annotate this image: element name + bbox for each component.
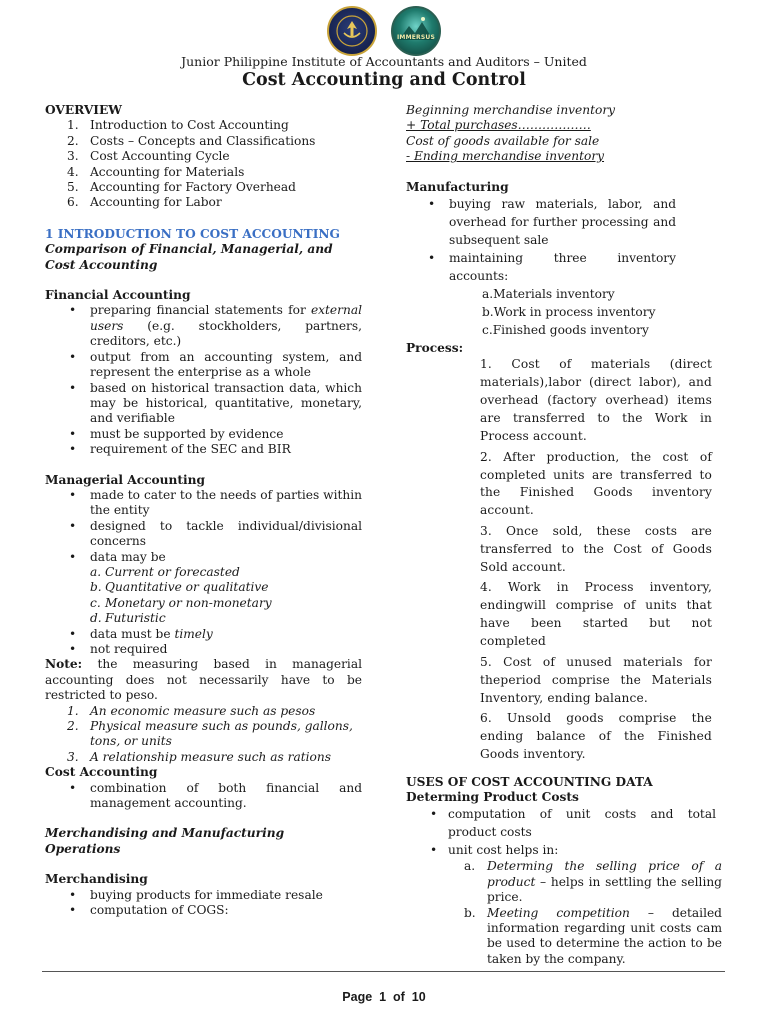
list-item: • must be supported by evidence: [45, 427, 362, 442]
list-item: • computation of COGS:: [45, 903, 362, 918]
list-item: • data may be a. Current or forecasted b. Quantitative or qualitative c. Monetary or non-monetary d. Futuristic: [45, 550, 362, 627]
list-item: • combination of both financial and management accounting.: [45, 781, 362, 812]
list-item: b.Work in process inventory: [482, 305, 656, 320]
cost-accounting-list: [45, 781, 362, 812]
list-item: 1. An economic measure such as pesos: [67, 703, 316, 718]
process-step: 4. Work in Process inventory, endingwill comprise of units that have been started but not completed: [480, 580, 712, 649]
list-item: 1. Introduction to Cost Accounting: [67, 118, 289, 133]
list-item: d. Futuristic: [90, 611, 166, 626]
financial-list: [45, 303, 362, 457]
list-item: • made to cater to the needs of parties within the entity: [45, 488, 362, 519]
managerial-note: Note: the measuring based in managerial accounting does not necessarily have to be restricted to peso.: [45, 657, 362, 703]
list-item: • requirement of the SEC and BIR: [45, 442, 362, 457]
page-title: Cost Accounting and Control: [242, 70, 526, 90]
immersus-logo: [391, 6, 441, 56]
page-number: Page 1 of 10: [342, 990, 426, 1004]
financial-accounting-heading: Financial Accounting: [45, 288, 191, 303]
unit-cost-uses-list: [406, 859, 722, 967]
merch-mfg-heading: Merchandising and Manufacturing Operations: [45, 826, 285, 856]
list-item: 3. Cost Accounting Cycle: [67, 149, 230, 164]
list-item: 2. Physical measure such as pounds, gallons, tons, or units: [67, 719, 353, 749]
process-step: 6. Unsold goods comprise the ending balance of the Finished Goods inventory.: [480, 711, 712, 761]
list-item: • computation of unit costs and total product costs: [406, 805, 716, 841]
overview-list: [45, 118, 362, 210]
uses-list: [406, 805, 716, 859]
cogs-line: Cost of goods available for sale: [406, 133, 600, 148]
cogs-line: + Total purchases………………: [406, 118, 591, 133]
measures-list: [45, 704, 362, 766]
list-item: b. Quantitative or qualitative: [90, 580, 269, 595]
list-item: 6. Accounting for Labor: [67, 195, 222, 210]
inventory-accounts-list: [482, 285, 716, 339]
process-step: 2. After production, the cost of completed units are transferred to the Finished Goods inventory account.: [480, 449, 712, 518]
process-step: 3. Once sold, these costs are transferred to the Cost of Goods Sold account.: [480, 523, 712, 574]
cogs-line: - Ending merchandise inventory: [406, 149, 605, 164]
uses-heading: USES OF COST ACCOUNTING DATA: [406, 774, 653, 789]
process-steps: [480, 356, 712, 763]
merchandising-list: [45, 888, 362, 919]
list-item: • buying raw materials, labor, and overhead for further processing and subsequent sale: [404, 195, 676, 249]
list-item: • output from an accounting system, and represent the enterprise as a whole: [45, 350, 362, 381]
process-heading: Process:: [406, 341, 464, 356]
managerial-list: [45, 488, 362, 657]
seal-emblem-icon: [335, 14, 369, 48]
list-item: • buying products for immediate resale: [45, 888, 362, 903]
list-item: • unit cost helps in:: [406, 841, 716, 859]
list-item: • preparing financial statements for external users (e.g. stockholders, partners, creditors, etc.): [45, 303, 362, 349]
left-column: [45, 103, 362, 919]
data-types-list: [45, 565, 362, 627]
list-item: c. Monetary or non-monetary: [90, 595, 272, 610]
jpia-seal-logo: [327, 6, 377, 56]
process-step: 5. Cost of unused materials for theperiod comprise the Materials Inventory, ending balance.: [480, 654, 712, 705]
list-item: a. Current or forecasted: [90, 564, 240, 579]
product-costs-heading: Determing Product Costs: [406, 789, 579, 804]
manufacturing-heading: Manufacturing: [406, 179, 509, 194]
header-logos: [0, 6, 768, 56]
process-step: 1. Cost of materials (direct materials),labor (direct labor), and overhead (factory overhead) items are transferred to the Work in Process account.: [480, 357, 712, 444]
list-item: a.Materials inventory: [482, 287, 615, 302]
list-item: b. Meeting competition – detailed information regarding unit costs cam be used to determine the action to be taken by the company.: [464, 905, 722, 966]
manufacturing-list: [404, 195, 676, 285]
list-item: • based on historical transaction data, which may be historical, quantitative, monetary, and verifiable: [45, 381, 362, 427]
cost-accounting-heading: Cost Accounting: [45, 765, 158, 780]
organization-name: Junior Philippine Institute of Accountants and Auditors – United: [181, 54, 587, 69]
right-column: [406, 103, 722, 967]
list-item: 2. Costs – Concepts and Classifications: [67, 133, 316, 148]
logo-text: IMMERSUS: [396, 33, 435, 41]
section-subheading-comparison: Comparison of Financial, Managerial, and Cost Accounting: [45, 242, 333, 272]
list-item: c.Finished goods inventory: [482, 323, 649, 338]
list-item: 4. Accounting for Materials: [67, 164, 245, 179]
list-item: • not required: [45, 642, 362, 657]
section-heading-intro: 1 INTRODUCTION TO COST ACCOUNTING: [45, 226, 340, 241]
list-item: • data must be timely: [45, 627, 362, 642]
list-item: • designed to tackle individual/divisional concerns: [45, 519, 362, 550]
list-item: 5. Accounting for Factory Overhead: [67, 180, 296, 195]
list-item: a. Determing the selling price of a product – helps in settling the selling price.: [464, 859, 722, 905]
managerial-accounting-heading: Managerial Accounting: [45, 472, 206, 487]
merchandising-heading: Merchandising: [45, 872, 148, 887]
list-item: • maintaining three inventory accounts:: [404, 249, 676, 285]
cogs-line: Beginning merchandise inventory: [406, 103, 616, 117]
overview-heading: OVERVIEW: [45, 103, 122, 117]
footer-divider: [42, 971, 725, 972]
list-item: 3. A relationship measure such as rations: [67, 749, 331, 764]
